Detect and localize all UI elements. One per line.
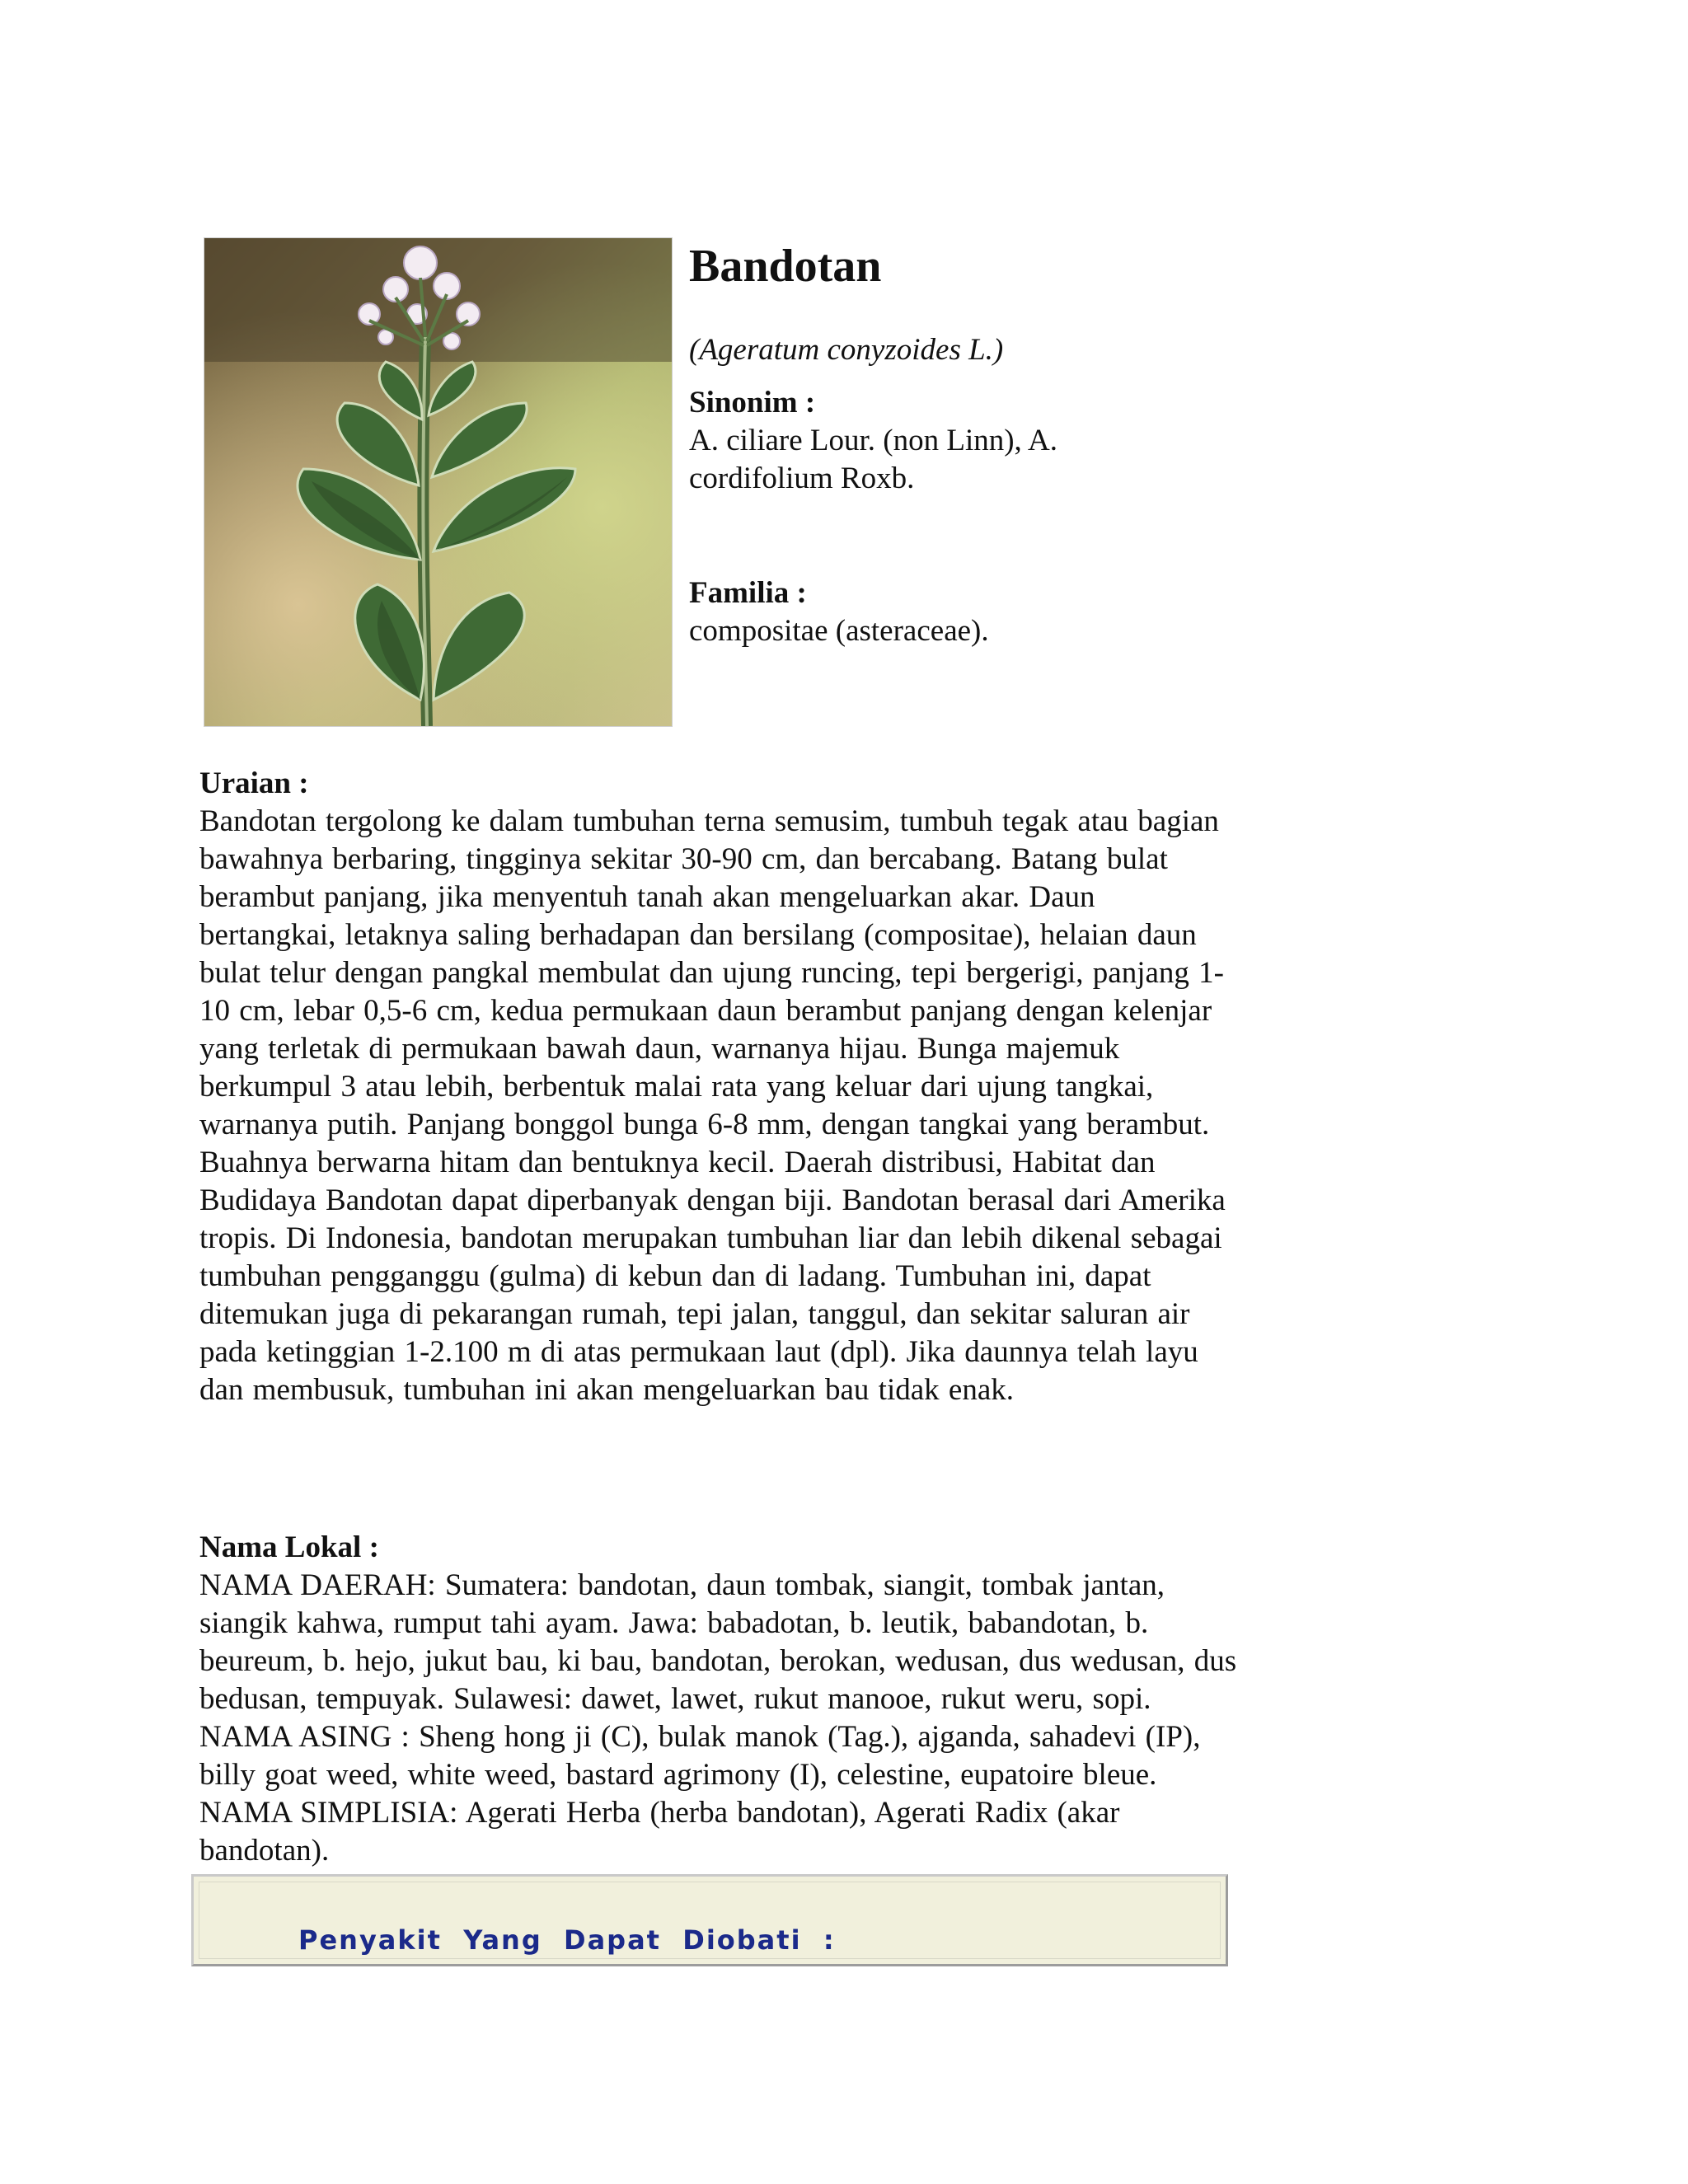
sinonim-label: Sinonim : bbox=[689, 386, 816, 419]
uraian-label: Uraian : bbox=[199, 766, 309, 800]
familia-block bbox=[689, 574, 1151, 650]
nama-lokal-text: NAMA DAERAH: Sumatera: bandotan, daun tombak, siangit, tombak jantan, siangik kahwa, rumput tahi ayam. Jawa: babadotan, b. leutik, babandotan, b. beureum, b. hejo, jukut bau, ki bau, bandotan, berokan, wedusan, dus wedusan, dus bedusan, tempuyak. Sulawesi: dawet, lawet, rukut manooe, rukut weru, sopi. NAMA ASING : Sheng hong ji (C), bulak manok (Tag.), ajganda, sahadevi (IP), billy goat weed, white weed, bastard agrimony (I), celestine, eupatoire bleue. NAMA SIMPLISIA: Agerati Herba (herba bandotan), Agerati Radix (akar bandotan). bbox=[199, 1568, 1237, 1868]
uraian-text: Bandotan tergolong ke dalam tumbuhan terna semusim, tumbuh tegak atau bagian bawahnya berbaring, tingginya sekitar 30-90 cm, dan bercabang. Batang bulat berambut panjang, jika menyentuh tanah akan mengeluarkan akar. Daun bertangkai, letaknya saling berhadapan dan bersilang (compositae), helaian daun bulat telur dengan pangkal membulat dan ujung runcing, tepi bergerigi, panjang 1-10 cm, lebar 0,5-6 cm, kedua permukaan daun berambut panjang dengan kelenjar yang terletak di permukaan bawah daun, warnanya hijau. Bunga majemuk berkumpul 3 atau lebih, berbentuk malai rata yang keluar dari ujung tangkai, warnanya putih. Panjang bonggol bunga 6-8 mm, dengan tangkai yang berambut. Buahnya berwarna hitam dan bentuknya kecil. Daerah distribusi, Habitat dan Budidaya Bandotan dapat diperbanyak dengan biji. Bandotan berasal dari Amerika tropis. Di Indonesia, bandotan merupakan tumbuhan liar dan lebih dikenal sebagai tumbuhan pengganggu (gulma) di kebun dan di ladang. Tumbuhan ini, dapat ditemukan juga di pekarangan rumah, tepi jalan, tanggul, dan sekitar saluran air pada ketinggian 1-2.100 m di atas permukaan laut (dpl). Jika daunnya telah layu dan membusuk, tumbuhan ini akan mengeluarkan bau tidak enak. bbox=[199, 804, 1226, 1407]
nama-lokal-label: Nama Lokal : bbox=[199, 1530, 379, 1564]
uraian-section bbox=[199, 765, 1238, 1409]
latin-name: (Ageratum conyzoides L.) bbox=[689, 333, 1004, 367]
penyakit-box bbox=[191, 1874, 1228, 1966]
familia-label: Familia : bbox=[689, 576, 807, 610]
penyakit-heading: Penyakit Yang Dapat Diobati : bbox=[298, 1924, 836, 1956]
familia-value: compositae (asteraceae). bbox=[689, 614, 989, 648]
nama-lokal-section bbox=[199, 1529, 1238, 1870]
sinonim-value: A. ciliare Lour. (non Linn), A. cordifolium Roxb. bbox=[689, 424, 1057, 495]
plant-photo bbox=[204, 237, 673, 727]
page-title: Bandotan bbox=[689, 241, 882, 292]
sinonim-block bbox=[689, 384, 1151, 498]
